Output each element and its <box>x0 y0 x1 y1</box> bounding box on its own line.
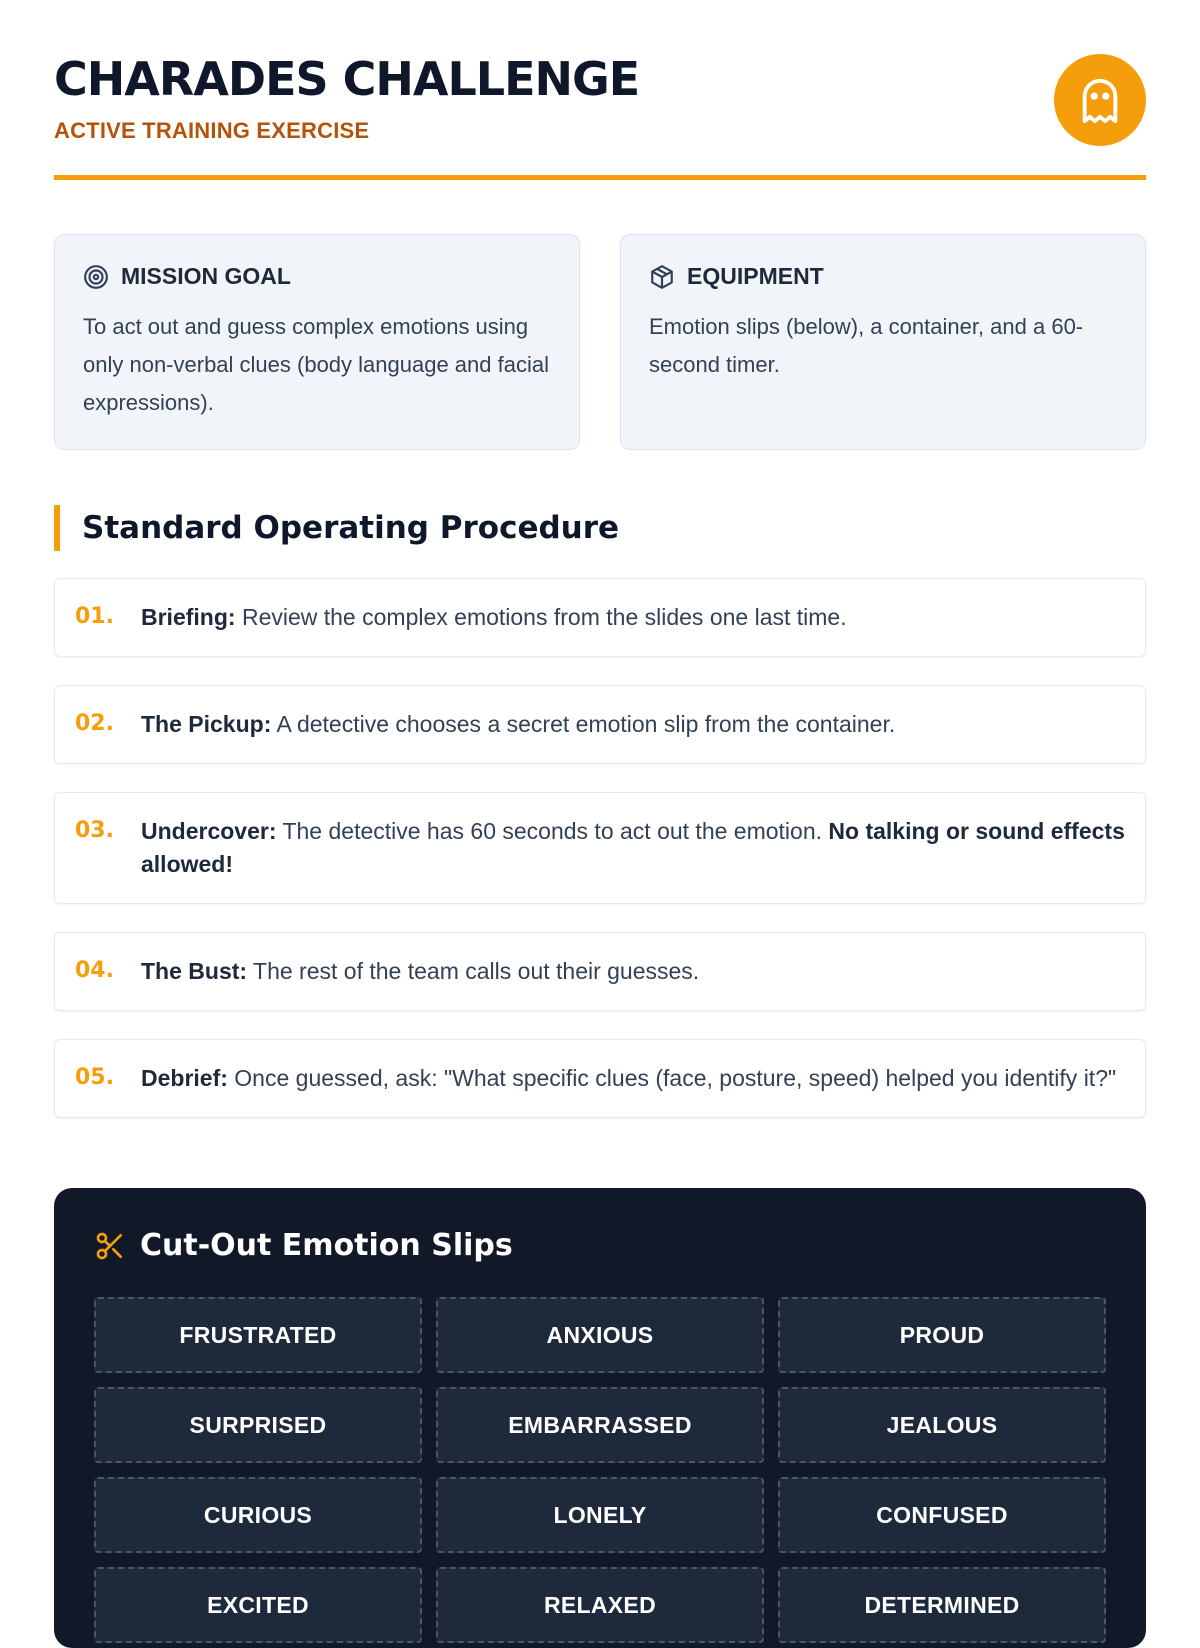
step-body: Review the complex emotions from the slides one last time. <box>235 604 847 630</box>
page-subtitle: ACTIVE TRAINING EXERCISE <box>54 118 370 143</box>
emotion-slip: FRUSTRATED <box>94 1297 422 1373</box>
card-header <box>649 263 1117 290</box>
emotion-slips-panel <box>54 1188 1146 1648</box>
step-number: 01. <box>75 604 114 629</box>
step-label: Undercover: <box>141 818 277 844</box>
step-number: 05. <box>75 1065 114 1090</box>
step-item <box>54 685 1146 764</box>
ghost-icon <box>1077 75 1123 125</box>
emotion-slip: EMBARRASSED <box>436 1387 764 1463</box>
slips-header <box>94 1228 1106 1263</box>
slips-title: Cut-Out Emotion Slips <box>140 1228 513 1263</box>
slip-grid <box>94 1297 1106 1643</box>
step-label: The Pickup: <box>141 711 272 737</box>
emotion-slip: LONELY <box>436 1477 764 1553</box>
step-emphasis: No talking or sound effects allowed! <box>141 818 1125 877</box>
step-number: 03. <box>75 818 114 843</box>
emotion-slip: DETERMINED <box>778 1567 1106 1643</box>
step-item <box>54 1039 1146 1118</box>
scissors-icon <box>94 1230 126 1262</box>
step-text <box>141 601 847 634</box>
target-icon <box>83 264 109 290</box>
step-body: The rest of the team calls out their guesses. <box>247 958 700 984</box>
emotion-slip: RELAXED <box>436 1567 764 1643</box>
step-item <box>54 792 1146 904</box>
emotion-slip: CURIOUS <box>94 1477 422 1553</box>
procedure-steps <box>54 578 1146 1146</box>
card-body: To act out and guess complex emotions using only non-verbal clues (body language and facial expressions). <box>83 314 549 415</box>
header <box>54 0 1146 180</box>
equipment-card <box>620 234 1146 450</box>
emotion-slip: EXCITED <box>94 1567 422 1643</box>
box-icon <box>649 264 675 290</box>
ghost-badge <box>1054 54 1146 146</box>
section-title: Standard Operating Procedure <box>54 505 619 551</box>
step-item <box>54 932 1146 1011</box>
card-title: MISSION GOAL <box>121 263 291 289</box>
step-text <box>141 1062 1116 1095</box>
step-label: The Bust: <box>141 958 248 984</box>
step-label: Briefing: <box>141 604 236 630</box>
step-number: 04. <box>75 958 114 983</box>
step-number: 02. <box>75 711 114 736</box>
card-body: Emotion slips (below), a container, and a 60-second timer. <box>649 314 1084 377</box>
emotion-slip: SURPRISED <box>94 1387 422 1463</box>
step-item <box>54 578 1146 657</box>
emotion-slip: CONFUSED <box>778 1477 1106 1553</box>
emotion-slip: JEALOUS <box>778 1387 1106 1463</box>
emotion-slip: PROUD <box>778 1297 1106 1373</box>
card-header <box>83 263 551 290</box>
step-body: The detective has 60 seconds to act out the emotion. <box>276 818 829 844</box>
step-body: A detective chooses a secret emotion slip from the container. <box>271 711 896 737</box>
info-cards <box>54 234 1146 450</box>
mission-goal-card <box>54 234 580 450</box>
step-body: Once guessed, ask: "What specific clues (face, posture, speed) helped you identify it?" <box>227 1065 1117 1091</box>
emotion-slip: ANXIOUS <box>436 1297 764 1373</box>
page-title: CHARADES CHALLENGE <box>54 52 640 106</box>
step-label: Debrief: <box>141 1065 228 1091</box>
card-title: EQUIPMENT <box>687 263 824 289</box>
step-text <box>141 955 699 988</box>
step-text <box>141 708 895 741</box>
step-text <box>141 815 1125 881</box>
